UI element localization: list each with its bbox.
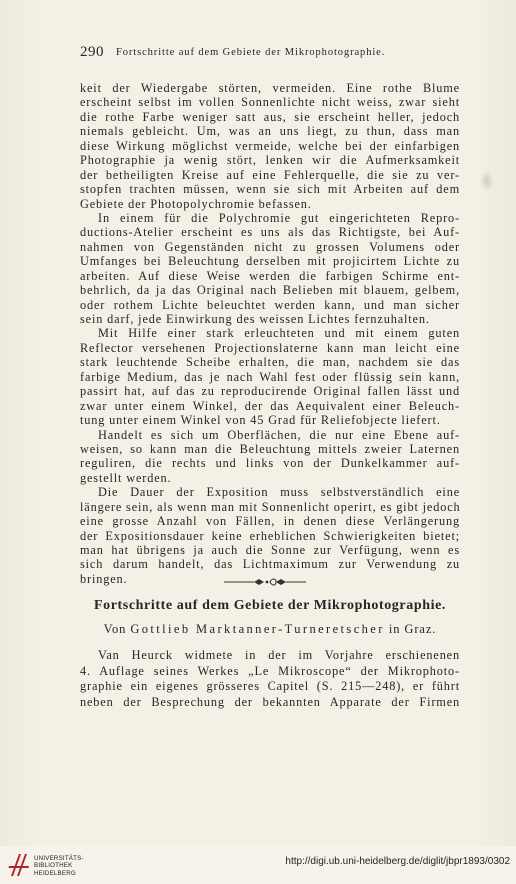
text-line: die rothe Farbe weniger satt aus, sie erscheint heller, jedoch — [80, 109, 460, 124]
text-line: diese Wirkung möglichst vermeide, welche bei der einfarbigen — [80, 138, 460, 153]
paragraph — [80, 485, 460, 586]
section-author — [80, 622, 460, 637]
author-prefix: Von — [103, 622, 127, 636]
text-line: reguliren, die rechts und links von der Dunkelkammer auf- — [80, 456, 460, 471]
text-line: 4. Auflage seines Werkes „Le Mikroscope“ der Mikrophoto- — [80, 663, 460, 678]
text-line: stark leuchtende Scheibe erhalten, die man, nachdem sie das — [80, 355, 460, 370]
paragraph — [80, 648, 460, 710]
running-title: Fortschritte auf dem Gebiete der Mikrophotographie. — [116, 47, 386, 58]
logo-line: HEIDELBERG — [34, 869, 76, 877]
text-line: behrlich, da ja das Original nach Belieben mit blauem, gelbem, — [80, 283, 460, 298]
section-body-text — [80, 648, 460, 710]
text-line: Van Heurck widmete in der im Vorjahre erschienenen — [98, 648, 460, 662]
text-line: nahmen von Gegenständen nicht zu grossen Volumens oder — [80, 239, 460, 254]
text-line: arbeiten. Auf diese Weise werden die farbigen Schirme ent- — [80, 268, 460, 283]
running-header — [80, 44, 470, 62]
section-title: Fortschritte auf dem Gebiete der Mikrophotographie. — [93, 598, 447, 613]
text-line: gestellt werden. — [80, 470, 172, 485]
text-line: zwar unter einem Winkel, der das Aequivalent einer Beleuch- — [80, 398, 460, 413]
text-line: Die Dauer der Exposition muss selbstverständlich eine — [98, 485, 460, 500]
text-line: weisen, so kann man die Beleuchtung mittels zweier Laternen — [80, 441, 460, 456]
text-line: Reflector versehenen Projectionslaterne kann man leicht eine — [80, 340, 460, 355]
paragraph — [80, 428, 460, 486]
text-line: graphie ein eigenes grösseres Capitel (S. 215—248), er führt — [80, 679, 460, 694]
text-line: oder rothem Lichte beleuchtet werden kann, und man sicher — [80, 297, 460, 312]
paragraph — [80, 211, 460, 327]
text-line: erscheint selbst im vollen Sonnenlichte nicht weiss, zwar sieht — [80, 95, 460, 110]
text-line: der Expositionsdauer keine erheblichen Schwierigkeiten bietet; — [80, 528, 460, 543]
library-logo — [8, 852, 94, 880]
paper-smudge — [480, 170, 494, 192]
text-line: Umfanges bei Beleuchtung derselben mit projicirtem Lichte zu — [80, 254, 460, 269]
paragraph — [80, 326, 460, 427]
text-line: Photographie ja wenig stört, lenken wir die Aufmerksamkeit — [80, 153, 460, 168]
text-line: ductions-Atelier erscheint es uns als das Richtigste, bei Auf- — [80, 225, 460, 240]
text-line: man hat übrigens ja auch die Sonne zur Verfügung, wenn es — [80, 543, 460, 557]
heidelberg-library-logo-icon — [8, 852, 30, 878]
text-line: Gebiete der Photopolychromie befassen. — [80, 196, 312, 211]
section-ornament — [210, 576, 320, 590]
text-line: längere sein, als wenn man mit Sonnenlicht operirt, es gibt jedoch — [80, 499, 461, 514]
paragraph — [80, 81, 460, 211]
text-line: stopfen trachten müssen, wenn sie sich mit Arbeiten auf dem — [80, 182, 460, 197]
logo-line: UNIVERSITÄTS- — [34, 855, 84, 862]
ornament-divider-icon — [210, 576, 320, 588]
source-url-link[interactable]: http://digi.ub.uni-heidelberg.de/diglit/jbpr1893/0302 — [285, 856, 510, 867]
page-number: 290 — [80, 44, 104, 60]
library-logo-text — [34, 855, 84, 877]
text-line: sich darum handelt, das Lichtmaximum zur Verwendung zu — [80, 557, 460, 572]
text-line: farbige Medium, das je nach Wahl fest oder flüssig sein kann, — [80, 369, 460, 384]
author-suffix: in Graz. — [388, 622, 437, 636]
text-line: eine grosse Anzahl von Fällen, in denen diese Verlängerung — [80, 514, 460, 529]
text-line: keit der Wiedergabe störten, vermeiden. Eine rothe Blume — [80, 81, 460, 95]
author-name: Gottlieb Marktanner-Turneretscher — [130, 622, 385, 636]
text-line: bringen. — [80, 571, 128, 586]
text-line: passirt hat, auf das zu reproducirende Original fallen lässt und — [80, 384, 460, 399]
footer-bar — [0, 846, 516, 884]
text-line: Mit Hilfe einer stark erleuchteten und mit einem guten — [98, 326, 460, 341]
text-line: In einem für die Polychromie gut eingerichteten Repro- — [98, 210, 460, 225]
text-line: neben der Besprechung der bekannten Apparate der Firmen — [80, 694, 460, 709]
text-line: tung unter einem Winkel von 45 Grad für Reliefobjecte liefert. — [80, 413, 441, 428]
body-text — [80, 81, 460, 586]
text-line: Handelt es sich um Oberflächen, die nur eine Ebene auf- — [98, 427, 460, 442]
logo-line: BIBLIOTHEK — [34, 862, 73, 870]
text-line: der betheiligten Kreise auf eine Fehlerquelle, die sie zu ver- — [80, 167, 460, 182]
text-line: sein darf, jede Einwirkung des weissen Lichtes fernzuhalten. — [80, 312, 430, 326]
text-line: niemals gebleicht. Um, was an uns liegt, zu thun, dass man — [80, 124, 460, 139]
